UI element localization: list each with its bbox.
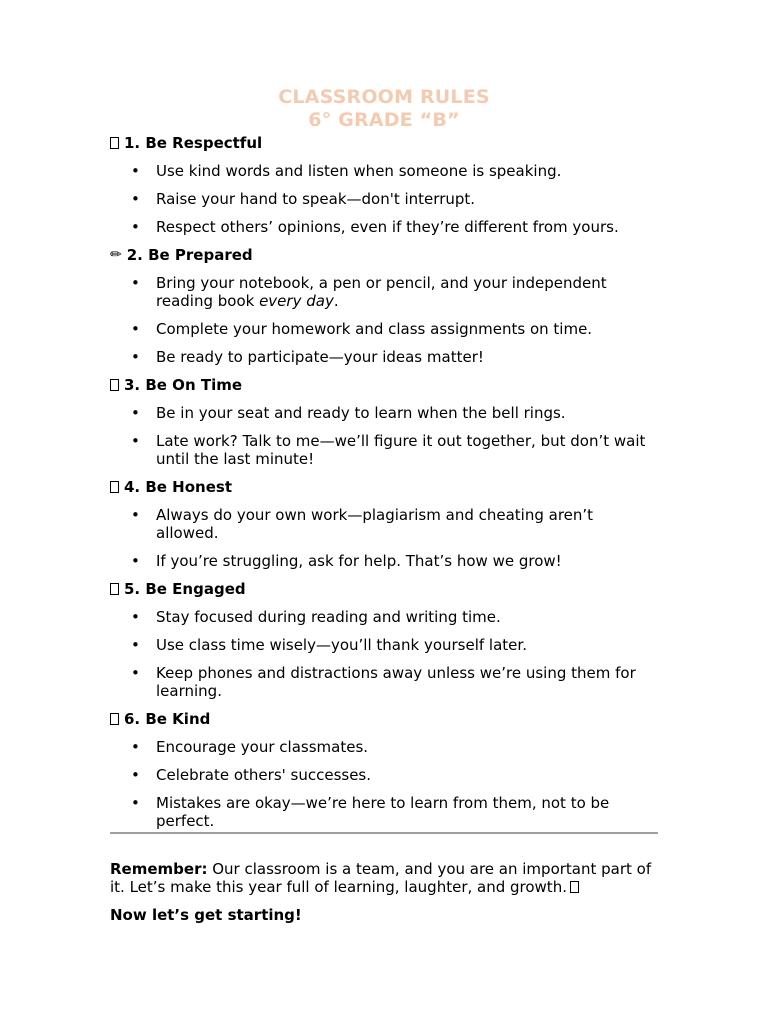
remember-label: Remember: (110, 860, 208, 878)
list-item (110, 432, 658, 468)
list-item-text: Use class time wisely—you’ll thank yourself later. (156, 636, 527, 654)
rule-list (110, 404, 658, 468)
section-heading-text: 3. Be On Time (124, 376, 243, 394)
rule-list (110, 506, 658, 570)
bullet-icon: • (131, 766, 140, 784)
list-item (110, 636, 658, 654)
bullet-icon: • (131, 794, 140, 812)
list-item (110, 274, 658, 310)
list-item-text: Raise your hand to speak—don't interrupt. (156, 190, 476, 208)
list-item-text: Keep phones and distractions away unless we’re using them for learning. (156, 664, 636, 700)
list-item-text: Always do your own work—plagiarism and cheating aren’t allowed. (156, 506, 594, 542)
list-item-text: Encourage your classmates. (156, 738, 369, 756)
list-item-text: Complete your homework and class assignments on time. (156, 320, 593, 338)
rule-list (110, 274, 658, 366)
bullet-icon: • (131, 664, 140, 682)
list-item (110, 348, 658, 366)
section-heading-text: 1. Be Respectful (124, 134, 263, 152)
list-item-text: Stay focused during reading and writing time. (156, 608, 501, 626)
list-item (110, 320, 658, 338)
box-icon (110, 379, 119, 391)
document-title (110, 86, 658, 132)
bullet-icon: • (131, 738, 140, 756)
section-heading-2 (110, 246, 658, 264)
list-item-text: Use kind words and listen when someone is speaking. (156, 162, 562, 180)
closing-line: Now let’s get starting! (110, 906, 302, 924)
divider (110, 832, 658, 834)
bullet-icon: • (131, 274, 140, 292)
rule-list (110, 738, 658, 830)
remember-paragraph (110, 860, 658, 896)
title-line-1: CLASSROOM RULES (278, 86, 490, 108)
list-item-text: Be in your seat and ready to learn when the bell rings. (156, 404, 566, 422)
list-item-text: Respect others’ opinions, even if they’re different from yours. (156, 218, 619, 236)
list-item-text: Be ready to participate—your ideas matter! (156, 348, 484, 366)
list-item-text: Bring your notebook, a pen or pencil, and your independent reading book (156, 274, 607, 310)
document-page (110, 86, 658, 924)
box-icon (570, 881, 579, 893)
list-item (110, 552, 658, 570)
list-item (110, 794, 658, 830)
bullet-icon: • (131, 636, 140, 654)
list-item (110, 608, 658, 626)
bullet-icon: • (131, 348, 140, 366)
box-icon (110, 481, 119, 493)
bullet-icon: • (131, 432, 140, 450)
list-item (110, 664, 658, 700)
list-item-emphasis: every day (259, 292, 334, 310)
bullet-icon: • (131, 190, 140, 208)
list-item (110, 738, 658, 756)
section-heading-text: 4. Be Honest (124, 478, 232, 496)
remember-text: Our classroom is a team, and you are an important part of it. Let’s make this year full of learning, laughter, and growth. (110, 860, 652, 896)
list-item (110, 190, 658, 208)
bullet-icon: • (131, 506, 140, 524)
section-heading-1 (110, 134, 658, 152)
rules-sections (110, 134, 658, 830)
list-item (110, 162, 658, 180)
section-heading-4 (110, 478, 658, 496)
list-item (110, 404, 658, 422)
list-item (110, 766, 658, 784)
bullet-icon: • (131, 404, 140, 422)
section-heading-3 (110, 376, 658, 394)
list-item-text: Celebrate others' successes. (156, 766, 372, 784)
list-item-text: Late work? Talk to me—we’ll figure it out together, but don’t wait until the last minute! (156, 432, 646, 468)
box-icon (110, 583, 119, 595)
bullet-icon: • (131, 320, 140, 338)
section-heading-text: 5. Be Engaged (124, 580, 246, 598)
bullet-icon: • (131, 552, 140, 570)
title-line-2: 6° GRADE “B” (308, 109, 460, 131)
rule-list (110, 608, 658, 700)
section-heading-5 (110, 580, 658, 598)
box-icon (110, 137, 119, 149)
section-heading-text: 6. Be Kind (124, 710, 211, 728)
section-heading-text: 2. Be Prepared (126, 246, 253, 264)
bullet-icon: • (131, 218, 140, 236)
box-icon (110, 713, 119, 725)
section-heading-6 (110, 710, 658, 728)
rule-list (110, 162, 658, 236)
pencil-icon: ✏ (110, 247, 122, 263)
bullet-icon: • (131, 608, 140, 626)
list-item (110, 506, 658, 542)
list-item-text-end: . (333, 292, 339, 310)
list-item (110, 218, 658, 236)
bullet-icon: • (131, 162, 140, 180)
list-item-text: Mistakes are okay—we’re here to learn from them, not to be perfect. (156, 794, 610, 830)
list-item-text: If you’re struggling, ask for help. That’s how we grow! (156, 552, 562, 570)
